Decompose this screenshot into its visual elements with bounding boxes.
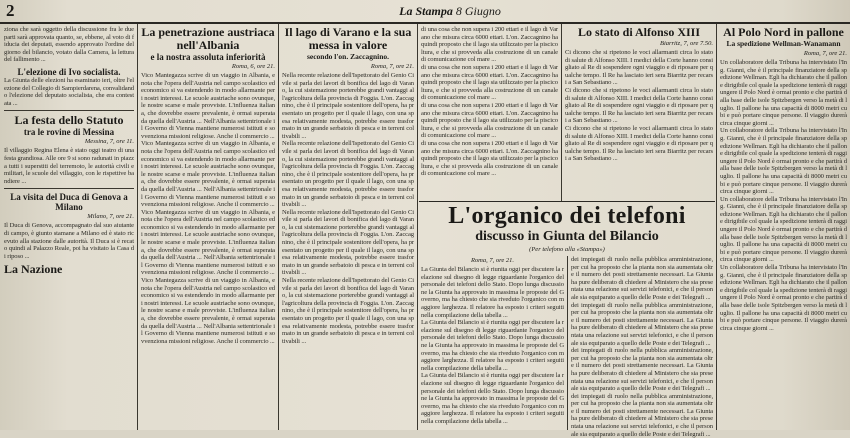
running-header xyxy=(300,4,600,19)
feature-column-right xyxy=(571,256,713,438)
article-dateline: Messina, 7, ore 11. xyxy=(84,138,134,146)
article-subheadline: tra le rovine di Messina xyxy=(23,127,115,138)
article-text: Vico Mantegazza scrive di un viaggio in Albania, e nota che l'opera dell'Austria nel campo scolastico ed economico si va estendendo in modo allarmante per i nostri interessi. Le scuole austriache sono ovunque, le nostre scarse e male provviste. L'influenza italiana, che dovrebbe essere prevalente, è ormai superata da quella dell'Austria ... Nell'Albania settentrionale il Governo di Vienna mantiene numerosi istituti e sovvenziona missioni religiose. Anche il commercio ... xyxy=(141,140,275,209)
column-rule xyxy=(137,24,138,430)
article-text: dei impiegati di ruolo nella pubblica amministrazione, per cui ha proposto che la pianta non sia aumentata oltre il numero dei posti strettamente necessari. La Giunta ha pure deliberato di chiedere al Ministero che sia presentata una relazione sui servizi telefonici, e che il personale sia equiparato a quello delle Poste e dei Telegrafi ... xyxy=(571,392,713,438)
newspaper-name: La Stampa xyxy=(399,4,453,18)
article-text: La Giunta del Bilancio si è riunita oggi per discutere la relazione sul disegno di legge riguardante l'organico del personale dei telefoni dello Stato. Dopo lunga discussione la Giunta ha approvato in massima le proposte del Governo, ma ha chiesto che sia riveduto l'organico con maggiore larghezza. Il relatore ha esposto i criteri seguiti nella compilazione della tabella ... xyxy=(421,372,564,425)
article-dateline: Milano, 7, ore 21. xyxy=(87,213,134,221)
column-3 xyxy=(282,26,414,430)
article-dateline: Roma, 7, ore 21. xyxy=(370,63,414,70)
column-rule xyxy=(716,24,717,430)
column-6 xyxy=(720,26,847,430)
article-text: di una cosa che non supera i 200 ettari e il lago di Varano che misura circa 6000 ettari. L'on. Zaccagnino ha quindi proposto che il lago sia utilizzato per la piscicoltura, e che si provveda alla costruzione di un canale di comunicazione col mare ... xyxy=(421,63,558,102)
article-text: di una cosa che non supera i 200 ettari e il lago di Varano che misura circa 6000 ettari. L'on. Zaccagnino ha quindi proposto che il lago sia utilizzato per la piscicoltura, e che si provveda alla costruzione di un canale di comunicazione col mare ... xyxy=(421,139,558,178)
masthead xyxy=(0,0,850,24)
article-text: Nella recente relazione dell'Ispettorato del Genio Civile si parla dei lavori di bonifica del lago di Varano, la cui sistemazione porterebbe grandi vantaggi all'agricoltura della provincia di Foggia. L'on. Zaccagnino, che è il principale sostenitore dell'opera, ha presentato un progetto per il quale il lago, con una spesa relativamente modesta, potrebbe essere trasformato in un grande serbatoio di pesca e in terreni coltivabili ... xyxy=(282,277,414,345)
column-1 xyxy=(4,26,134,430)
article-text: Nella recente relazione dell'Ispettorato del Genio Civile si parla dei lavori di bonifica del lago di Varano, la cui sistemazione porterebbe grandi vantaggi all'agricoltura della provincia di Foggia. L'on. Zaccagnino, che è il principale sostenitore dell'opera, ha presentato un progetto per il quale il lago, con una spesa relativamente modesta, potrebbe essere trasformato in un grande serbatoio di pesca e in terreni coltivabili ... xyxy=(282,140,414,209)
column-2 xyxy=(141,26,275,430)
column-rule xyxy=(278,24,279,430)
article-dateline: Biarritz, 7, ore 7.50. xyxy=(659,40,713,47)
article-headline: La festa dello Statuto xyxy=(14,113,124,128)
article-headline: Lo stato di Alfonso XIII xyxy=(577,25,701,39)
article-text: Un collaboratore della Tribuna ha intervistato l'Ing. Gianni, che è il principale finanziatore della spedizione Wellman. Egli ha dichiarato che il pallone dirigibile col quale la spedizione tenterà di raggiungere il Polo Nord è ormai pronto e che partirà dalla base delle isole Spitzbergen verso la metà di luglio. Il pallone ha una capacità di 8000 metri cubi e può portare cinque persone. Il viaggio durerà circa cinque giorni ... xyxy=(720,127,847,196)
article-subheadline: La spedizione Wellman-Wanamann xyxy=(726,39,841,48)
article-text: Nella recente relazione dell'Ispettorato del Genio Civile si parla dei lavori di bonifica del lago di Varano, la cui sistemazione porterebbe grandi vantaggi all'agricoltura della provincia di Foggia. L'on. Zaccagnino, che è il principale sostenitore dell'opera, ha presentato un progetto per il quale il lago, con una spesa relativamente modesta, potrebbe essere trasformato in un grande serbatoio di pesca e in terreni coltivabili ... xyxy=(282,72,414,140)
article-text: Vico Mantegazza scrive di un viaggio in Albania, e nota che l'opera dell'Austria nel campo scolastico ed economico si va estendendo in modo allarmante per i nostri interessi. Le scuole austriache sono ovunque, le nostre scarse e male provviste. L'influenza italiana, che dovrebbe essere prevalente, è ormai superata da quella dell'Austria ... Nell'Albania settentrionale il Governo di Vienna mantiene numerosi istituti e sovvenziona missioni religiose. Anche il commercio ... xyxy=(141,72,275,140)
article-text: Nella recente relazione dell'Ispettorato del Genio Civile si parla dei lavori di bonifica del lago di Varano, la cui sistemazione porterebbe grandi vantaggi all'agricoltura della provincia di Foggia. L'on. Zaccagnino, che è il principale sostenitore dell'opera, ha presentato un progetto per il quale il lago, con una spesa relativamente modesta, potrebbe essere trasformato in un grande serbatoio di pesca e in terreni coltivabili ... xyxy=(282,208,414,277)
feature-dateline: Roma, 7, ore 21. xyxy=(470,257,515,264)
article-subheadline: e la nostra assoluta inferiorità xyxy=(150,52,266,62)
article-text: dei impiegati di ruolo nella pubblica amministrazione, per cui ha proposto che la pianta non sia aumentata oltre il numero dei posti strettamente necessari. La Giunta ha pure deliberato di chiedere al Ministero che sia presentata una relazione sui servizi telefonici, e che il personale sia equiparato a quello delle Poste e dei Telegrafi ... xyxy=(571,301,713,347)
article-text: Ci dicono che si ripetono le voci allarmanti circa lo stato di salute di Alfonso XIII. I medici della Corte hanno consigliato al Re di sospendere ogni viaggio e di riposare per qualche tempo. Il Re ha lasciato ieri sera Biarritz per recarsi a San Sebastiano ... xyxy=(565,86,713,125)
page-number: 2 xyxy=(6,1,15,20)
article-text: Un collaboratore della Tribuna ha intervistato l'Ing. Gianni, che è il principale finanziatore della spedizione Wellman. Egli ha dichiarato che il pallone dirigibile col quale la spedizione tenterà di raggiungere il Polo Nord è ormai pronto e che partirà dalla base delle isole Spitzbergen verso la metà di luglio. Il pallone ha una capacità di 8000 metri cubi e può portare cinque persone. Il viaggio durerà circa cinque giorni ... xyxy=(720,195,847,264)
article-text: Un collaboratore della Tribuna ha intervistato l'Ing. Gianni, che è il principale finanziatore della spedizione Wellman. Egli ha dichiarato che il pallone dirigibile col quale la spedizione tenterà di raggiungere il Polo Nord è ormai pronto e che partirà dalla base delle isole Spitzbergen verso la metà di luglio. Il pallone ha una capacità di 8000 metri cubi e può portare cinque persone. Il viaggio durerà circa cinque giorni ... xyxy=(720,264,847,332)
article-headline: La Nazione xyxy=(4,262,63,277)
article-text: La Giunta del Bilancio si è riunita oggi per discutere la relazione sul disegno di legge riguardante l'organico del personale dei telefoni dello Stato. Dopo lunga discussione la Giunta ha approvato in massima le proposte del Governo, ma ha chiesto che sia riveduto l'organico con maggiore larghezza. Il relatore ha esposto i criteri seguiti nella compilazione della tabella ... xyxy=(421,266,564,319)
article-text: Il Duca di Genova, accompagnato dal suo aiutante di campo, è giunto stamane a Milano ed è stato ricevuto alla stazione dalle autorità. Il Duca si è recato quindi al Palazzo Reale, poi ha visitato la Casa di riposo ... xyxy=(4,222,134,260)
divider xyxy=(4,110,134,111)
article-text: di una cosa che non supera i 200 ettari e il lago di Varano che misura circa 6000 ettari. L'on. Zaccagnino ha quindi proposto che il lago sia utilizzato per la piscicoltura, e che si provveda alla costruzione di un canale di comunicazione col mare ... xyxy=(421,101,558,140)
article-headline: Al Polo Nord in pallone xyxy=(723,25,844,39)
article-subhead: L'elezione di Ivo socialista. xyxy=(17,66,121,77)
feature-headline: L'organico dei telefoni xyxy=(448,203,686,229)
article-headline: Il lago di Varano e la sua messa in valore xyxy=(284,25,412,52)
article-text: Vico Mantegazza scrive di un viaggio in Albania, e nota che l'opera dell'Austria nel campo scolastico ed economico si va estendendo in modo allarmante per i nostri interessi. Le scuole austriache sono ovunque, le nostre scarse e male provviste. L'influenza italiana, che dovrebbe essere prevalente, è ormai superata da quella dell'Austria ... Nell'Albania settentrionale il Governo di Vienna mantiene numerosi istituti e sovvenziona missioni religiose. Anche il commercio ... xyxy=(141,277,275,345)
article-text: di una cosa che non supera i 200 ettari e il lago di Varano che misura circa 6000 ettari. L'on. Zaccagnino ha quindi proposto che il lago sia utilizzato per la piscicoltura, e che si provveda alla costruzione di un canale di comunicazione col mare ... xyxy=(421,26,558,64)
article-text: Il villaggio Regina Elena è stato oggi teatro di una festa grandiosa. Alle ore 9 si sono radunati in piazza tutti i superstiti del terremoto, le autorità civili e militari, le scuole del villaggio, con le rispettive bandiere ... xyxy=(4,147,134,185)
article-text: Ci dicono che si ripetono le voci allarmanti circa lo stato di salute di Alfonso XIII. I medici della Corte hanno consigliato al Re di sospendere ogni viaggio e di riposare per qualche tempo. Il Re ha lasciato ieri sera Biarritz per recarsi a San Sebastiano ... xyxy=(565,124,713,163)
article-text: dei impiegati di ruolo nella pubblica amministrazione, per cui ha proposto che la pianta non sia aumentata oltre il numero dei posti strettamente necessari. La Giunta ha pure deliberato di chiedere al Ministero che sia presentata una relazione sui servizi telefonici, e che il personale sia equiparato a quello delle Poste e dei Telegrafi ... xyxy=(571,256,713,301)
divider xyxy=(419,201,715,202)
article-headline: La visita del Duca di Genova a Milano xyxy=(10,192,128,213)
column-5 xyxy=(565,26,713,202)
article-text: Un collaboratore della Tribuna ha intervistato l'Ing. Gianni, che è il principale finanziatore della spedizione Wellman. Egli ha dichiarato che il pallone dirigibile col quale la spedizione tenterà di raggiungere il Polo Nord è ormai pronto e che partirà dalla base delle isole Spitzbergen verso la metà di luglio. Il pallone ha una capacità di 8000 metri cubi e può portare cinque persone. Il viaggio durerà circa cinque giorni ... xyxy=(720,59,847,127)
feature-byline: (Per telefono alla «Stampa») xyxy=(529,246,605,253)
article-text: La Giunta del Bilancio si è riunita oggi per discutere la relazione sul disegno di legge riguardante l'organico del personale dei telefoni dello Stato. Dopo lunga discussione la Giunta ha approvato in massima le proposte del Governo, ma ha chiesto che sia riveduto l'organico con maggiore larghezza. Il relatore ha esposto i criteri seguiti nella compilazione della tabella ... xyxy=(421,319,564,372)
column-rule xyxy=(567,256,568,430)
feature-column-left xyxy=(421,256,564,430)
article-text: La Giunta delle elezioni ha esaminato ieri, oltre l'elezione del Collegio di Sampierdarena, convalidando l'elezione del deputato socialista, che era contestata ... xyxy=(4,76,134,107)
article-subheadline: secondo l'on. Zaccagnino. xyxy=(306,52,390,61)
article-text: ziona che sarà oggetto della discussione fra le due parti sarà approvata quanto, se, ebbene, al voto di fiducia dei deputati, essendo approvato l'ordine del giorno del bilancio, votato dalla Camera, la lettura del fallimento ... xyxy=(4,26,134,64)
column-rule xyxy=(561,24,562,202)
article-text: Ci dicono che si ripetono le voci allarmanti circa lo stato di salute di Alfonso XIII. I medici della Corte hanno consigliato al Re di sospendere ogni viaggio e di riposare per qualche tempo. Il Re ha lasciato ieri sera Biarritz per recarsi a San Sebastiano ... xyxy=(565,49,713,87)
feature-subheadline: discusso in Giunta del Bilancio xyxy=(475,229,659,244)
article-dateline: Roma, 7, ore 21. xyxy=(803,50,847,57)
article-text: dei impiegati di ruolo nella pubblica amministrazione, per cui ha proposto che la pianta non sia aumentata oltre il numero dei posti strettamente necessari. La Giunta ha pure deliberato di chiedere al Ministero che sia presentata una relazione sui servizi telefonici, e che il personale sia equiparato a quello delle Poste e dei Telegrafi ... xyxy=(571,347,713,393)
article-text: Vico Mantegazza scrive di un viaggio in Albania, e nota che l'opera dell'Austria nel campo scolastico ed economico si va estendendo in modo allarmante per i nostri interessi. Le scuole austriache sono ovunque, le nostre scarse e male provviste. L'influenza italiana, che dovrebbe essere prevalente, è ormai superata da quella dell'Austria ... Nell'Albania settentrionale il Governo di Vienna mantiene numerosi istituti e sovvenziona missioni religiose. Anche il commercio ... xyxy=(141,208,275,277)
column-4 xyxy=(421,26,558,202)
article-headline: La penetrazione austriaca nell'Albania xyxy=(141,25,275,52)
issue-date: 8 Giugno xyxy=(455,4,501,18)
divider xyxy=(4,188,134,189)
article-dateline: Roma, 6, ore 21. xyxy=(231,63,275,70)
